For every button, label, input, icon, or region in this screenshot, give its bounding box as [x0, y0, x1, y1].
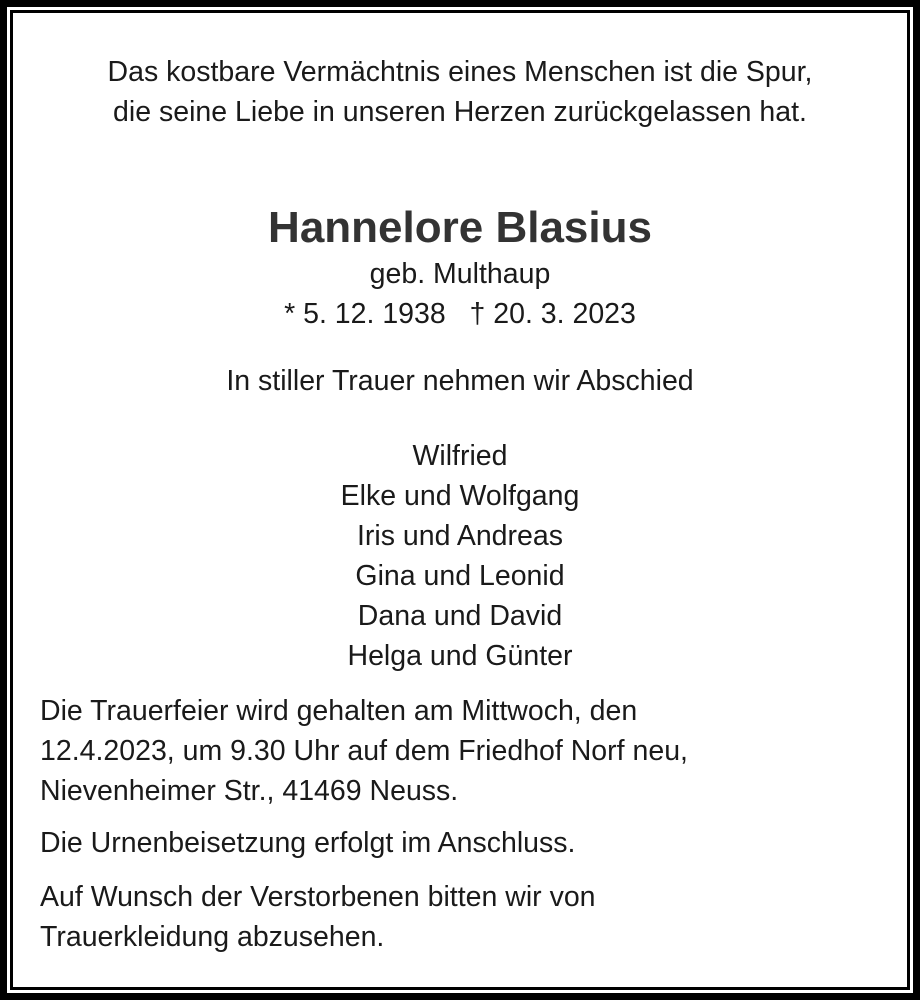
mourners-list — [0, 436, 920, 676]
mourner: Helga und Günter — [347, 640, 573, 672]
request-line: Auf Wunsch der Verstorbenen bitten wir von — [40, 881, 596, 913]
urn-info: Die Urnenbeisetzung erfolgt im Anschluss. — [40, 827, 576, 859]
ceremony-line: 12.4.2023, um 9.30 Uhr auf dem Friedhof Norf neu, — [40, 735, 688, 767]
mourner: Iris und Andreas — [357, 520, 563, 552]
maiden-name: geb. Multhaup — [369, 258, 551, 290]
request-line: Trauerkleidung abzusehen. — [40, 921, 385, 953]
motto-line: Das kostbare Vermächtnis eines Menschen ist die Spur, — [107, 56, 813, 88]
request-info — [40, 877, 900, 957]
ceremony-info — [40, 691, 900, 811]
ceremony-line: Nievenheimer Str., 41469 Neuss. — [40, 775, 459, 807]
life-dates: * 5. 12. 1938 † 20. 3. 2023 — [284, 298, 636, 330]
deceased-name: Hannelore Blasius — [268, 203, 652, 252]
ceremony-line: Die Trauerfeier wird gehalten am Mittwoch, den — [40, 695, 638, 727]
mourner: Gina und Leonid — [355, 560, 565, 592]
mourner: Elke und Wolfgang — [340, 480, 580, 512]
mourner: Wilfried — [412, 440, 508, 472]
mourner: Dana und David — [357, 600, 563, 632]
farewell-text: In stiller Trauer nehmen wir Abschied — [226, 365, 694, 397]
motto — [0, 52, 920, 132]
motto-line: die seine Liebe in unseren Herzen zurückgelassen hat. — [113, 96, 807, 128]
